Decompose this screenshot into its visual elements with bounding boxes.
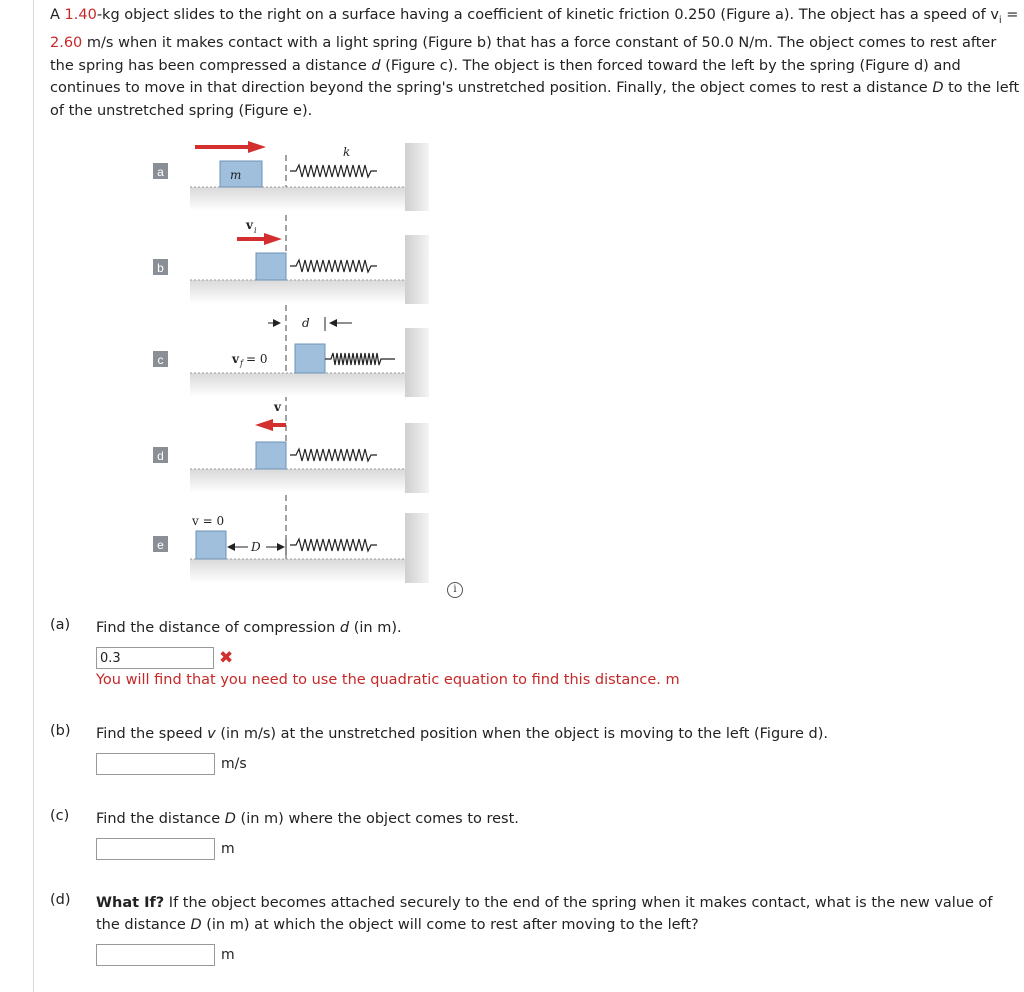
problem-text: -kg object slides to the right on a surface having a coefficient of kinetic friction 0.250 (Figure a). The object has a speed of v	[96, 7, 999, 23]
spring-figure	[140, 135, 480, 605]
part-question	[96, 808, 1006, 830]
incorrect-icon: ✖	[219, 648, 234, 668]
unit-label: m/s	[214, 753, 247, 775]
answer-input-a[interactable]	[96, 647, 214, 669]
spring-d	[290, 449, 377, 461]
block-d	[256, 442, 286, 469]
panel-c	[153, 316, 429, 397]
question-var: v	[207, 726, 216, 742]
k-label: k	[343, 145, 351, 159]
part-question	[96, 723, 1006, 745]
block-b	[256, 253, 286, 280]
answer-row	[96, 646, 233, 670]
spring-e	[290, 539, 377, 551]
question-text: (in m) where the object comes to rest.	[235, 811, 519, 827]
answer-input-d[interactable]	[96, 944, 214, 966]
question-text: Find the distance of compression	[96, 620, 340, 636]
unit-label: m	[214, 944, 235, 966]
part-label: (b)	[50, 723, 71, 739]
problem-text: =	[1001, 7, 1019, 23]
info-icon[interactable]: i	[447, 582, 463, 598]
panel-label-d: d	[157, 449, 164, 463]
question-text: If the object becomes attached securely to the end of the spring when it makes contact, what is the new value of the distance	[96, 895, 993, 933]
problem-statement	[50, 4, 1020, 122]
question-text: Find the distance	[96, 811, 225, 827]
feedback-message: You will find that you need to use the quadratic equation to find this distance. m	[96, 672, 680, 688]
vf-label: v	[232, 352, 239, 366]
question-var: D	[190, 917, 202, 933]
v0-label: v = 0	[192, 514, 225, 528]
velocity-arrow-left	[255, 419, 273, 431]
problem-text: (Figure c). The object is then forced toward the left by the spring (Figure d) and continues to move in that direction beyond the spring's unstretched position. Finally, the object comes to rest a distance	[50, 57, 961, 97]
question-var: d	[339, 620, 350, 636]
question-text: Find the speed	[96, 726, 208, 742]
velocity-arrow-right	[264, 233, 282, 245]
block-e	[196, 531, 226, 559]
var-D: D	[932, 80, 944, 97]
mass-value: 1.40	[64, 7, 97, 23]
D-label: D	[251, 540, 261, 554]
problem-text: to the left of the unstretched spring (Figure e).	[50, 80, 1020, 119]
part-label: (a)	[50, 617, 71, 633]
question-text: (in m) at which the object will come to rest after moving to the left?	[201, 917, 699, 933]
var-d: d	[371, 57, 381, 74]
part-label: (d)	[50, 892, 71, 908]
answer-input-b[interactable]	[96, 753, 214, 775]
left-border	[33, 0, 34, 992]
vi-label: v	[246, 218, 253, 232]
part-question	[96, 617, 1006, 639]
part-question	[96, 892, 1006, 936]
panel-d	[153, 400, 429, 493]
panel-a	[153, 141, 429, 211]
spring-c	[325, 353, 395, 365]
question-text: (in m).	[349, 620, 402, 636]
v-label: v	[274, 400, 281, 414]
spring-b	[290, 260, 377, 272]
unit-label: m	[214, 838, 235, 860]
panel-label-a: a	[157, 165, 164, 179]
d-label: d	[302, 316, 310, 330]
part-label: (c)	[50, 808, 70, 824]
mass-label: m	[230, 168, 242, 182]
answer-row	[96, 837, 235, 861]
question-var: D	[224, 811, 236, 827]
velocity-arrow-right	[248, 141, 266, 153]
panel-label-e: e	[157, 538, 164, 552]
speed-value: 2.60	[50, 35, 83, 52]
answer-input-c[interactable]	[96, 838, 214, 860]
problem-text: m/s when it makes contact with a light spring (Figure b) that has a force constant of 50.0 N/m. The object comes to rest after the spring has been compressed a distance	[50, 35, 997, 74]
panel-e	[153, 513, 429, 583]
block-c	[295, 344, 325, 373]
panel-label-b: b	[157, 261, 164, 275]
vf-subscript: f	[240, 359, 243, 368]
what-if-label: What If?	[96, 895, 165, 911]
answer-row	[96, 943, 235, 967]
answer-row	[96, 752, 247, 776]
vi-subscript: i	[254, 226, 257, 235]
question-text: (in m/s) at the unstretched position when the object is moving to the left (Figure d).	[215, 726, 828, 742]
panel-b	[153, 218, 429, 304]
spring-a	[290, 165, 377, 177]
problem-text: A	[50, 7, 65, 23]
subscript-i: i	[998, 14, 1002, 26]
vf-equals: = 0	[246, 352, 268, 366]
panel-label-c: c	[157, 353, 164, 367]
